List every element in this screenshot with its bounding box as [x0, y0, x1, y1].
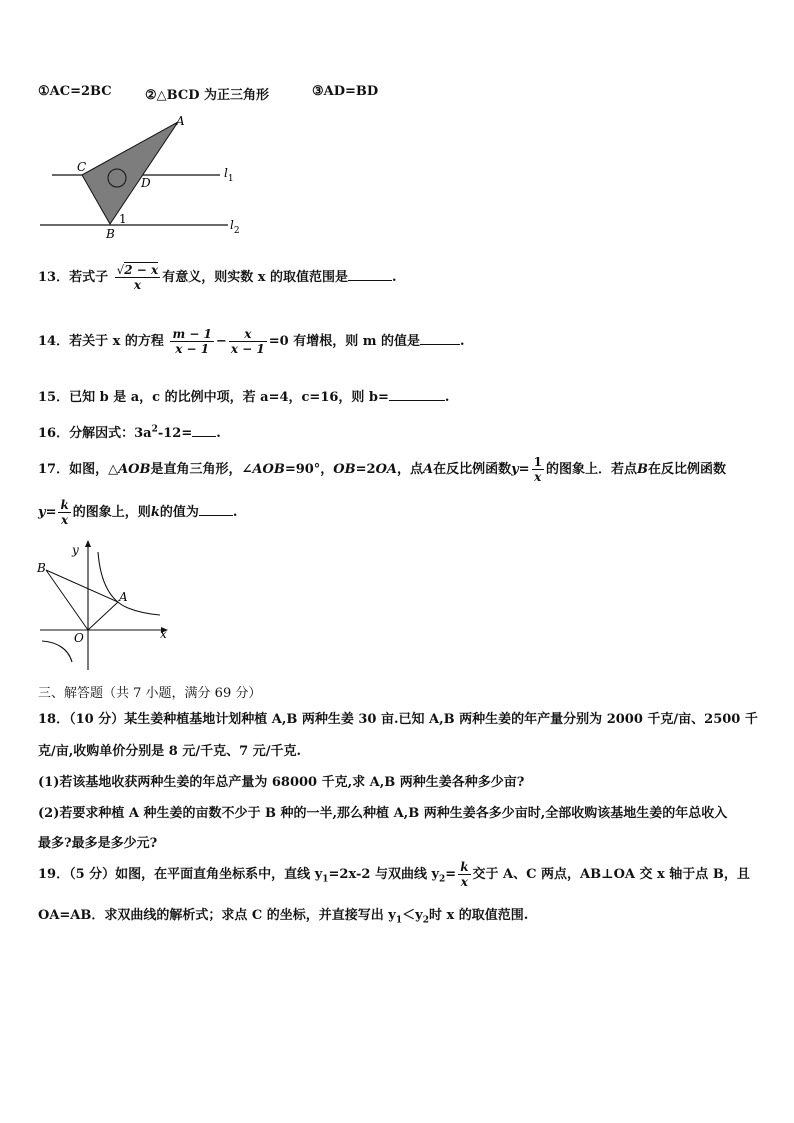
fraction-sqrt: $\frac{√2 - x}{x}$ [116, 263, 159, 292]
question-16: 16．分解因式：$3a^2-12=$ . [38, 424, 221, 441]
fraction-k-over-x: $\frac{k}{x}$ [460, 860, 469, 889]
fraction-k-over-x: $\frac{k}{x}$ [60, 498, 69, 527]
label-D: D [141, 176, 151, 190]
question-18-line-2: 克/亩,收购单价分别是 8 元/千克、7 元/千克. [38, 744, 301, 759]
label-B: B [37, 561, 46, 575]
label-B: B [106, 227, 115, 241]
curve-third-quadrant [42, 641, 72, 662]
question-18-line-1: 18．（10 分）某生姜种植基地计划种植 A,B 两种生姜 30 亩.已知 A,B 两种生姜的年产量分别为 2000 千克/亩、2500 千 [38, 712, 758, 727]
question-18-part-2: (2)若要求种植 A 种生姜的亩数不少于 B 种的一半,那么种植 A,B 两种生姜各多少亩时,全部收购该基地生姜的年总收入 [38, 806, 728, 821]
option-3: ③AD=BD [312, 84, 379, 99]
label-O: O [74, 631, 84, 645]
option-2: ②△BCD 为正三角形 [145, 88, 270, 103]
label-y: y [72, 543, 79, 557]
y-axis-arrow [85, 540, 91, 547]
triangle-acb [82, 122, 178, 224]
label-1: 1 [119, 212, 127, 226]
section-heading: 三、解答题（共 7 小题，满分 69 分） [38, 686, 262, 701]
question-13: 13．若式子 $\frac{√2 - x}{x}$ 有意义，则实数 x 的取值范围是 . [38, 263, 397, 292]
label-x: x [160, 627, 167, 641]
label-A: A [176, 114, 185, 128]
triangle-aob [46, 570, 118, 630]
question-18-line-5: 最多?最多是多少元? [38, 836, 158, 851]
label-l2: $l_2$ [230, 218, 240, 236]
answer-blank [348, 268, 392, 281]
answer-blank [192, 424, 216, 437]
answer-blank [420, 332, 460, 345]
fraction-1: $\frac{m - 1}{x - 1}$ [172, 327, 212, 356]
triangle-figure [30, 110, 250, 245]
question-17-line-2: y= $\frac{k}{x}$ 的图象上，则k的值为 . [38, 498, 238, 527]
fraction-1-over-x: $\frac{1}{x}$ [533, 455, 542, 484]
option-1: ①AC=2BC [38, 84, 112, 99]
question-14: 14．若关于 x 的方程 $\frac{m - 1}{x - 1}$ − $\frac{x}{x - 1}$ =0 有增根，则 m 的值是 . [38, 327, 465, 356]
question-19-line-2: OA=AB．求双曲线的解析式；求点 C 的坐标，并直接写出 $y_1<y_2$时 x 的取值范围. [38, 908, 529, 926]
hyperbola-figure [30, 538, 180, 676]
label-A: A [119, 590, 128, 604]
curve-y-1-over-x [98, 552, 160, 615]
label-C: C [77, 160, 87, 174]
question-17-line-1: 17．如图，△AOB是直角三角形，∠AOB=90°，OB=2OA，点A在反比例函数y= $\frac{1}{x}$ 的图象上．若点B在反比例函数 [38, 455, 726, 484]
label-l1: $l_1$ [224, 166, 234, 184]
question-18-part-1: (1)若该基地收获两种生姜的年总产量为 68000 千克,求 A,B 两种生姜各种多少亩? [38, 775, 525, 790]
question-15: 15．已知 b 是 a，c 的比例中项，若 a=4，c=16，则 b= . [38, 390, 450, 405]
fraction-2: $\frac{x}{x - 1}$ [230, 327, 265, 356]
answer-blank [199, 503, 233, 516]
question-19-line-1: 19．（5 分）如图，在平面直角坐标系中，直线 $y_1=2x-2$ 与双曲线 $y_2=$ $\frac{k}{x}$ 交于 A、C 两点，AB⊥OA 交 x 轴于点 B，且 [38, 860, 750, 889]
answer-blank [389, 388, 445, 401]
